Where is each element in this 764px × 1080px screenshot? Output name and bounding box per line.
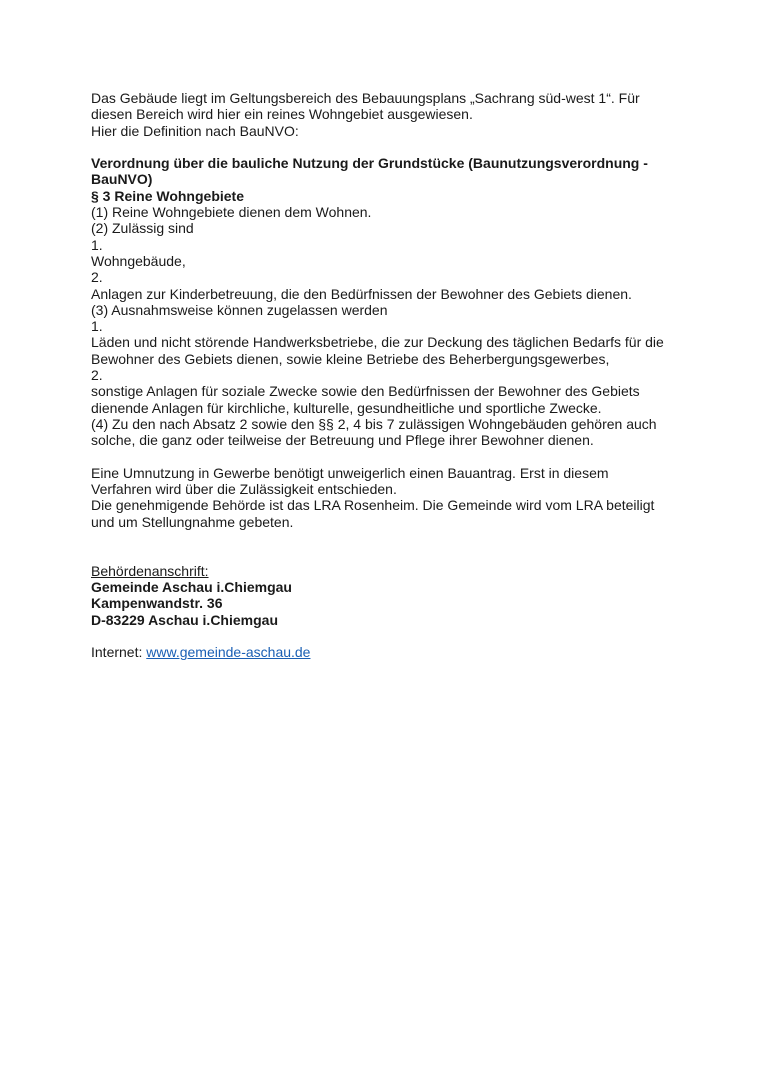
website-link[interactable]: www.gemeinde-aschau.de [146,644,311,661]
intro-line-3: Hier die Definition nach BauNVO: [91,122,299,139]
regulation-line: Bewohner des Gebiets dienen, sowie kleine Betriebe des Beherbergungsgewerbes, [91,350,610,367]
intro-line-1: Das Gebäude liegt im Geltungsbereich des Bebauungsplans „Sachrang süd-west 1“. Für [91,90,640,106]
document-body [91,90,681,660]
paragraph-gap [91,449,681,465]
internet-label: Internet: [91,644,147,661]
paragraph-gap [91,628,681,644]
usage-change-line: Verfahren wird über die Zulässigkeit entschieden. [91,481,397,498]
usage-change-line: und um Stellungnahme gebeten. [91,513,294,530]
paragraph-gap [91,139,681,155]
regulation-line: Läden und nicht störende Handwerksbetriebe, die zur Deckung des täglichen Bedarfs für die [91,334,664,351]
regulation-line: 2. [91,269,103,286]
regulation-line: sonstige Anlagen für soziale Zwecke sowie den Bedürfnissen der Bewohner des Gebiets [91,383,640,400]
regulation-line: dienende Anlagen für kirchliche, kulturelle, gesundheitliche und sportliche Zwecke. [91,399,602,416]
usage-change-paragraph [91,465,681,530]
authority-address [91,563,681,628]
internet-line [91,644,681,660]
regulation-line: (2) Zulässig sind [91,220,194,237]
section-title: § 3 Reine Wohngebiete [91,187,244,204]
usage-change-line: Die genehmigende Behörde ist das LRA Rosenheim. Die Gemeinde wird vom LRA beteiligt [91,497,655,514]
regulation-line: Wohngebäude, [91,252,186,269]
regulation-line: (3) Ausnahmsweise können zugelassen werden [91,301,388,318]
regulation-line: solche, die ganz oder teilweise der Betreuung und Pflege ihrer Bewohner dienen. [91,432,594,449]
intro-line-2: diesen Bereich wird hier ein reines Wohngebiet ausgewiesen. [91,106,473,123]
address-heading: Behördenanschrift: [91,562,209,579]
address-name: Gemeinde Aschau i.Chiemgau [91,578,292,595]
regulation-line: 1. [91,236,103,253]
paragraph-gap [91,530,681,563]
regulation-line: Anlagen zur Kinderbetreuung, die den Bedürfnissen der Bewohner des Gebiets dienen. [91,285,632,302]
regulation-line: (4) Zu den nach Absatz 2 sowie den §§ 2, 4 bis 7 zulässigen Wohngebäuden gehören auch [91,415,657,432]
regulation-title-line-1: Verordnung über die bauliche Nutzung der Grundstücke (Baunutzungsverordnung - [91,155,648,172]
regulation-line: (1) Reine Wohngebiete dienen dem Wohnen. [91,204,372,221]
regulation-line: 2. [91,367,103,384]
regulation-title-line-2: BauNVO) [91,171,153,188]
usage-change-line: Eine Umnutzung in Gewerbe benötigt unweigerlich einen Bauantrag. Erst in diesem [91,464,609,481]
regulation-line: 1. [91,318,103,335]
regulation-text [91,204,681,448]
address-city: D-83229 Aschau i.Chiemgau [91,611,278,628]
address-street: Kampenwandstr. 36 [91,595,223,612]
